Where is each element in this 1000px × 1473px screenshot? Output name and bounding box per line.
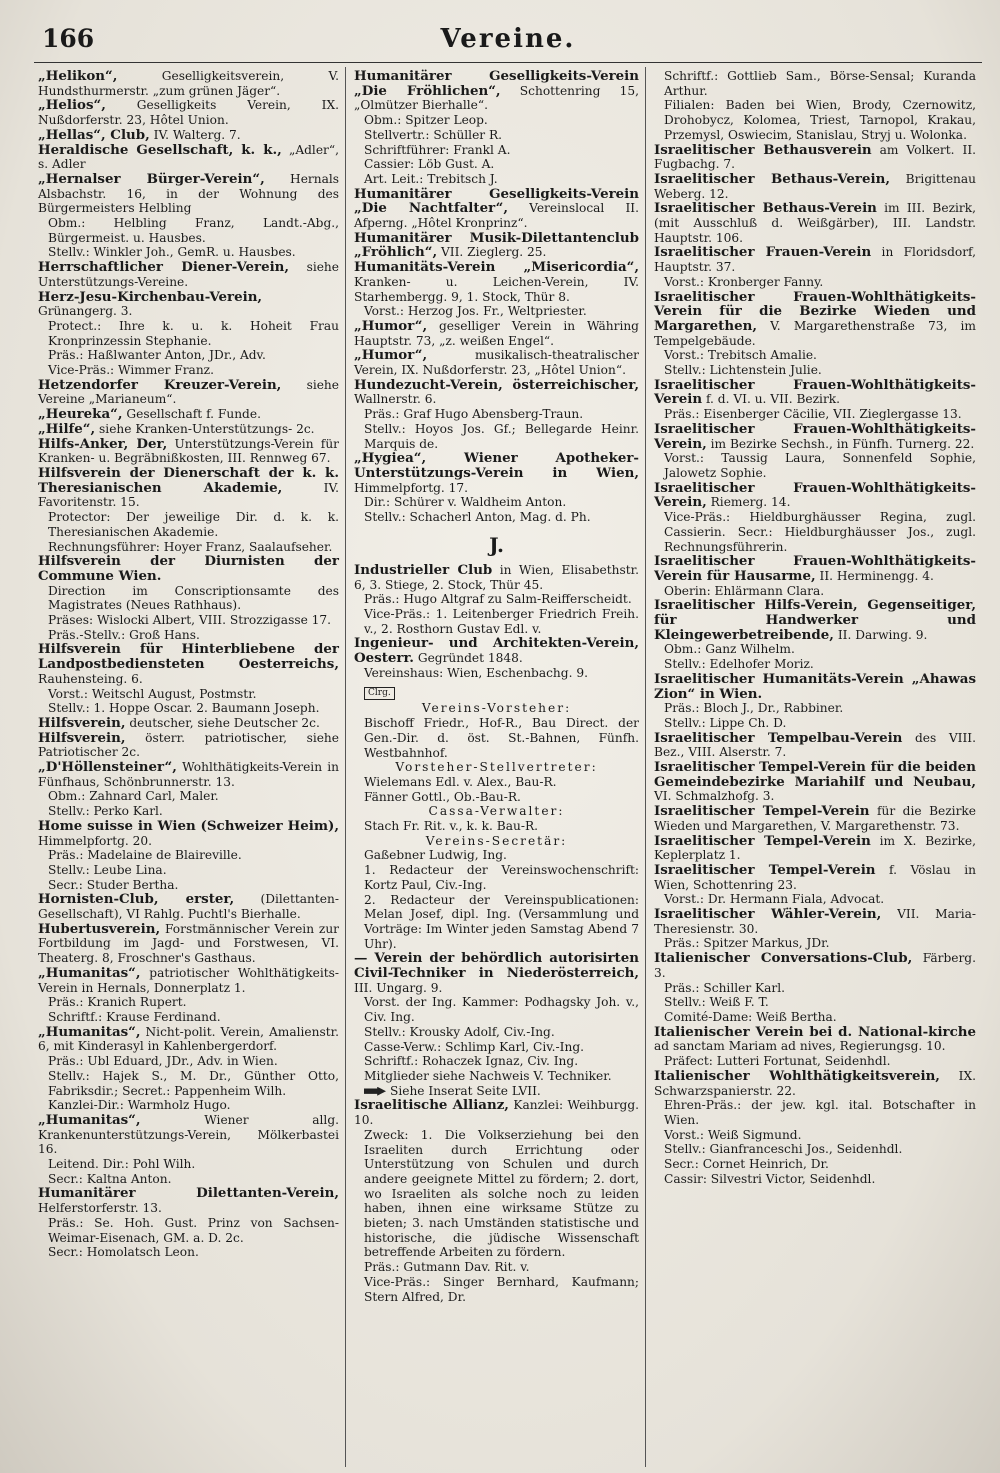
entry-heading: Hilfsverein, (38, 714, 126, 731)
directory-entry (354, 563, 639, 592)
entry-details: Gegründet 1848. (413, 651, 523, 666)
entry-details: Brigittenau Weberg. 12. (654, 171, 976, 201)
entry-heading: „Hilfe“, (38, 420, 96, 437)
entry-subline: Art. Leit.: Trebitsch J. (364, 171, 498, 186)
entry-subline: Secr.: Studer Bertha. (48, 877, 179, 892)
directory-entry (38, 128, 339, 143)
entry-subline: Schriftf.: Rohaczek Ignaz, Civ. Ing. (364, 1054, 579, 1069)
directory-entry (38, 378, 339, 407)
page-header (34, 22, 982, 63)
entry-subline: Vorst.: Trebitsch Amalie. (664, 348, 817, 363)
column-middle-i-entries (354, 563, 639, 1304)
column-left (34, 67, 346, 1467)
entry-heading: Industrieller Club (354, 561, 493, 578)
entry-details: Wiener allg. Krankenunterstützungs-Verein, Mölkerbastei 16. (38, 1112, 339, 1157)
entry-heading: „Heureka“, (38, 406, 123, 423)
entry-subline: Vorst.: Kronberger Fanny. (664, 274, 824, 289)
entry-heading: Ingenieur- und Architekten-Verein, Oesterr. (354, 635, 639, 667)
entry-subline: Präs.: Schiller Karl. (664, 980, 786, 995)
entry-heading: „Hernalser Bürger-Verein“, (38, 170, 265, 187)
entry-heading: Israelitischer Frauen-Wohlthätigkeits-Verein für die Bezirke Wieden und Margarethen, (654, 288, 976, 334)
directory-entry (38, 554, 339, 583)
entry-heading: Home suisse in Wien (Schweizer Heim), (38, 817, 339, 834)
entry-details: ad sanctam Mariam ad nives, Regierungsg. 10. (654, 1039, 946, 1054)
directory-entry (654, 201, 976, 245)
entry-details: Wohlthätigkeits-Verein in Fünfhaus, Schönbrunnerstr. 13. (38, 760, 339, 789)
entry-heading: Humanitärer Geselligkeits-Verein „Die Fröhlichen“, (354, 68, 639, 99)
entry-details: „Adler“, s. Adler (38, 142, 339, 172)
entry-subline: Secr.: Kaltna Anton. (48, 1171, 172, 1186)
entry-heading: Israelitischer Bethausverein (654, 141, 872, 158)
entry-details: im Bezirke Sechsh., in Fünfh. Turnerg. 22. (706, 436, 975, 451)
directory-entry (38, 260, 339, 289)
entry-subline: Präs.: Spitzer Markus, JDr. (664, 936, 830, 951)
entry-subline: Stellv.: Schacherl Anton, Mag. d. Ph. (364, 510, 591, 525)
entry-details: Vereinslocal II. Afperng. „Hôtel Kronprinz“. (354, 201, 639, 231)
entry-heading: „Humanitas“, (38, 1111, 141, 1128)
entry-subline: Schriftführer: Frankl A. (364, 142, 511, 157)
entry-heading: Heraldische Gesellschaft, k. k., (38, 141, 282, 158)
entry-subline: Stellv.: Leube Lina. (48, 862, 167, 877)
entry-heading: Israelitischer Wähler-Verein, (654, 906, 882, 923)
entry-details: in Floridsdorf, Hauptstr. 37. (654, 245, 976, 275)
directory-entry (654, 245, 976, 274)
entry-details: V. Margarethenstraße 73, im Tempelgebäude. (654, 318, 976, 348)
entry-details: in Wien, Elisabethstr. 6, 3. Stiege, 2. Stock, Thür 45. (354, 562, 639, 592)
page-number: 166 (42, 24, 95, 53)
column-right (646, 67, 982, 1467)
entry-subline: Präs.-Stellv.: Groß Hans. (48, 627, 200, 642)
directory-entry (354, 348, 639, 377)
entry-heading: Hubertusverein, (38, 920, 161, 937)
entry-subline: Vice-Präs.: Wimmer Franz. (48, 363, 214, 378)
entry-subline: Fänner Gottl., Ob.-Bau-R. (364, 789, 521, 804)
entry-subline: Präses: Wislocki Albert, VIII. Strozzigasse 17. (48, 613, 332, 628)
entry-subline: Dir.: Schürer v. Waldheim Anton. (364, 495, 567, 510)
entry-heading: Israelitischer Tempel-Verein (654, 832, 871, 849)
entry-details: Geselligkeitsverein, V. Hundsthurmerstr. „zum grünen Jäger“. (38, 69, 339, 98)
entry-subline: Vorst.: Dr. Hermann Fiala, Advocat. (664, 892, 885, 907)
entry-details: Kranken- u. Leichen-Verein, IV. Starhembergg. 9, 1. Stock, Thür 8. (354, 274, 639, 304)
entry-details: österr. patriotischer, siehe Patriotischer 2c. (38, 730, 339, 760)
entry-subline: Kanzlei-Dir.: Warmholz Hugo. (48, 1098, 231, 1113)
entry-details: III. Ungarg. 9. (354, 980, 443, 995)
entry-heading: Hundezucht-Verein, österreichischer, (354, 376, 639, 393)
entry-subline: Filialen: Baden bei Wien, Brody, Czernowitz, Drohobycz, Kolomea, Triest, Tarnopol, Krakau, Przemysl, Oswiecim, Stanislau, Stryj u. Wolonka. (664, 98, 976, 142)
entry-subline: Stellv.: Lichtenstein Julie. (664, 363, 822, 378)
entry-heading: Israelitischer Frauen-Wohlthätigkeits-Verein (654, 376, 976, 408)
section-letter: J. (489, 532, 504, 557)
entry-subline: Direction im Conscriptionsamte des Magistrates (Neues Rathhaus). (48, 583, 339, 613)
clrg-box: Clrg. (364, 687, 395, 700)
entry-subline: Vice-Präs.: Hieldburghäusser Regina, zugl. Cassierin. Secr.: Hieldburghäusser Jos., zugl. Rechnungsführerin. (664, 510, 976, 554)
directory-entry (38, 966, 339, 995)
entry-details: II. Darwing. 9. (833, 627, 928, 642)
entry-subline: Stellv.: Perko Karl. (48, 804, 163, 819)
directory-entry (38, 422, 339, 437)
directory-entry (654, 143, 976, 172)
directory-entry (354, 1098, 639, 1127)
entry-details: geselliger Verein in Währing Hauptstr. 73, „z. weißen Engel“. (354, 318, 639, 348)
directory-entry (354, 451, 639, 495)
directory-entry (654, 804, 976, 833)
directory-entry (654, 1025, 976, 1054)
entry-subline: Schriftf.: Krause Ferdinand. (48, 1010, 221, 1024)
entry-subline: Protect.: Ihre k. u. k. Hoheit Frau Kronprinzessin Stephanie. (48, 318, 339, 348)
pointing-hand-icon (364, 1087, 386, 1096)
directory-entry (38, 1025, 339, 1054)
entry-heading: Israelitischer Frauen-Wohlthätigkeits-Verein, (654, 479, 976, 511)
see-insert-note (364, 1084, 639, 1099)
entry-details: IV. Walterg. 7. (149, 127, 241, 142)
entry-heading: Hornisten-Club, erster, (38, 891, 235, 908)
entry-details: Gesellschaft f. Funde. (122, 407, 261, 422)
directory-entry (38, 143, 339, 172)
directory-entry (38, 466, 339, 510)
directory-entry (654, 760, 976, 804)
entry-details: im III. Bezirk, (mit Ausschluß d. Weißgärber), III. Landstr. Hauptstr. 106. (654, 201, 976, 245)
entry-heading: Israelitischer Frauen-Wohlthätigkeits-Verein für Hausarme, (654, 553, 976, 584)
directory-entry (38, 172, 339, 216)
entry-details: Nicht-polit. Verein, Amalienstr. 6, mit Kinderasyl in Kahlenbergerdorf. (38, 1024, 339, 1054)
see-insert-text: Siehe Inserat Seite LVII. (390, 1083, 541, 1098)
entry-subline: Vorst.: Herzog Jos. Fr., Weltpriester. (364, 304, 587, 319)
entry-details: deutscher, siehe Deutscher 2c. (125, 715, 320, 730)
entry-heading: Israelitischer Bethaus-Verein (654, 200, 877, 217)
entry-heading: Israelitischer Humanitäts-Verein „Ahawas Zion“ in Wien. (654, 670, 976, 702)
entry-details: am Volkert. II. Fugbachg. 7. (654, 142, 977, 172)
entry-subline: Stellv.: Winkler Joh., GemR. u. Hausbes. (48, 245, 296, 260)
entry-heading: „Hellas“, Club, (38, 126, 150, 143)
entry-details: Kanzlei: Weihburgg. 10. (354, 1098, 640, 1128)
directory-entry (354, 69, 639, 113)
entry-subline: Präs.: Ubl Eduard, JDr., Adv. in Wien. (48, 1054, 278, 1069)
entry-details: siehe Kranken-Unterstützungs- 2c. (95, 421, 315, 436)
running-title: Vereine. (440, 24, 576, 54)
entry-heading: „Helios“, (38, 97, 106, 114)
directory-entry (654, 378, 976, 407)
column-middle-h-entries (354, 69, 639, 525)
entry-subline: Vorst.: Taussig Laura, Sonnenfeld Sophie, Jalowetz Sophie. (664, 451, 976, 480)
entry-heading: Israelitischer Frauen-Wohlthätigkeits-Verein, (654, 420, 976, 452)
directory-entry (38, 922, 339, 966)
entry-details: VI. Schmalzhofg. 3. (654, 789, 775, 804)
entry-details: VII. Maria-Theresienstr. 30. (654, 907, 977, 936)
entry-details: Schottenring 15, „Olmützer Bierhalle“. (354, 83, 639, 113)
entry-heading: Italienischer Conversations-Club, (654, 950, 913, 967)
entry-details: Himmelpfortg. 20. (38, 833, 153, 848)
entry-heading: „Humor“, (354, 347, 428, 364)
entry-heading: Humanitärer Musik-Dilettantenclub „Fröhlich“, (354, 229, 639, 261)
entry-subline: Präs.: Graf Hugo Abensberg-Traun. (364, 407, 584, 422)
entry-subline: Zweck: 1. Die Volkserziehung bei den Israeliten durch Errichtung oder Unterstützung von Schulen und durch andere geeignete Mittel zu fördern; 2. dort, wo Israeliten als solche noch zu leiden haben, ihnen eine wirksame Stütze zu bieten; 3. nach Umständen statistische und historische, die jüdische Wissenschaft betreffende Arbeiten zu fördern. (364, 1127, 639, 1260)
entry-heading: Hilfsverein für Hinterbliebene der Landpostbediensteten Oesterreichs, (38, 641, 339, 673)
entry-details: Helferstorferstr. 13. (38, 1201, 162, 1216)
directory-entry (38, 716, 339, 731)
entry-subline: Vice-Präs.: 1. Leitenberger Friedrich Freih. v., 2. Rosthorn Gustav Edl. v. (364, 606, 639, 636)
entry-subline: Präs.: Hugo Altgraf zu Salm-Reifferscheidt. (364, 592, 632, 607)
entry-heading: Israelitischer Frauen-Verein (654, 244, 872, 261)
entry-subline: Präs.: Madelaine de Blaireville. (48, 848, 242, 863)
entry-heading: Israelitischer Hilfs-Verein, Gegenseitiger, für Handwerker und Kleingewerbetreibende, (654, 597, 976, 643)
directory-entry (654, 172, 976, 201)
directory-entry (38, 642, 339, 686)
directory-entry (654, 554, 976, 583)
entry-subline: Stach Fr. Rit. v., k. k. Bau-R. (364, 819, 539, 834)
directory-entry (38, 437, 339, 466)
role-label: Cassa-Verwalter: (428, 804, 565, 819)
entry-details: (Dilettanten-Gesellschaft), VI Rahlg. Puchtl's Bierhalle. (38, 892, 339, 922)
entry-heading: „Humor“, (354, 317, 428, 334)
entry-details: für die Bezirke Wieden und Margarethen, V. Margarethenstr. 73. (654, 804, 976, 833)
entry-heading: Hilfsverein der Dienerschaft der k. k. Theresianischen Akademie, (38, 464, 339, 496)
entry-subline: Cassier: Löb Gust. A. (364, 157, 495, 172)
entry-heading: Israelitische Allianz, (354, 1097, 509, 1114)
directory-entry (38, 1113, 339, 1157)
directory-entry (654, 481, 976, 510)
entry-heading: „Hygiea“, Wiener Apotheker-Unterstützungs-Verein in Wien, (354, 450, 639, 481)
directory-entry (354, 187, 639, 231)
entry-heading: Hetzendorfer Kreuzer-Verein, (38, 376, 282, 393)
entry-heading: Hilfsverein, (38, 729, 126, 746)
entry-subline: Gaßebner Ludwig, Ing. (364, 848, 507, 863)
entry-subline: Präs.: Se. Hoh. Gust. Prinz von Sachsen-Weimar-Eisenach, GM. a. D. 2c. (48, 1215, 339, 1245)
entry-heading: Israelitischer Bethaus-Verein, (654, 170, 890, 187)
directory-entry (38, 731, 339, 760)
entry-heading: „Helikon“, (38, 68, 118, 84)
directory-entry (38, 290, 339, 319)
entry-heading: Herrschaftlicher Diener-Verein, (38, 259, 290, 276)
entry-heading: Humanitärer Dilettanten-Verein, (38, 1185, 339, 1202)
entry-subline: Präs.: Haßlwanter Anton, JDr., Adv. (48, 348, 266, 363)
entry-heading: Hilfs-Anker, Der, (38, 435, 168, 452)
entry-details: Forstmännischer Verein zur Fortbildung im Jagd- und Forstwesen, VI. Theaterg. 8, Froschner's Gasthaus. (38, 921, 339, 966)
entry-subline: Stellv.: Hajek S., M. Dr., Günther Otto, Fabriksdir.; Secret.: Pappenheim Wilh. (48, 1068, 339, 1098)
directory-entry (38, 892, 339, 921)
entry-subline: Stellv.: Krousky Adolf, Civ.-Ing. (364, 1024, 555, 1039)
entry-details: IV. Favoritenstr. 15. (38, 480, 339, 510)
directory-entry (654, 731, 976, 760)
entry-subline: Comité-Dame: Weiß Bertha. (664, 1010, 837, 1024)
directory-entry (654, 672, 976, 701)
directory-entry (354, 951, 639, 995)
entry-heading: Italienischer Verein bei d. National-kirche (654, 1023, 976, 1040)
entry-heading: Herz-Jesu-Kirchenbau-Verein, (38, 288, 263, 305)
entry-heading: Humanitäts-Verein „Misericordia“, (354, 259, 639, 276)
entry-heading: Israelitischer Tempel-Verein (654, 861, 876, 878)
entry-subline: Stellv.: Lippe Ch. D. (664, 715, 787, 730)
entry-details: im X. Bezirke, Keplerplatz 1. (654, 833, 976, 863)
entry-details: Grünangerg. 3. (38, 304, 133, 319)
entry-subline: Protector: Der jeweilige Dir. d. k. k. Theresianischen Akademie. (48, 510, 339, 539)
entry-subline: Vice-Präs.: Singer Bernhard, Kaufmann; Stern Alfred, Dr. (364, 1274, 639, 1304)
entry-subline: Obm.: Zahnard Carl, Maler. (48, 789, 219, 804)
directory-entry (654, 598, 976, 642)
directory-entry (654, 290, 976, 349)
entry-subline: Cassir: Silvestri Victor, Seidenhdl. (664, 1171, 876, 1186)
directory-entry (354, 319, 639, 348)
entry-details: siehe Vereine „Marianeum“. (38, 377, 339, 407)
entry-details: des VIII. Bez., VIII. Alserstr. 7. (654, 730, 976, 760)
entry-details: Wallnerstr. 6. (354, 392, 437, 407)
entry-subline: Secr.: Homolatsch Leon. (48, 1245, 199, 1260)
entry-subline: Secr.: Cornet Heinrich, Dr. (664, 1157, 829, 1172)
entry-subline: Stellv.: Weiß F. T. (664, 995, 769, 1010)
directory-entry (38, 760, 339, 789)
entry-subline: Stellv.: 1. Hoppe Oscar. 2. Baumann Joseph. (48, 701, 320, 716)
entry-subline: Casse-Verw.: Schlimp Karl, Civ.-Ing. (364, 1039, 584, 1054)
role-label: Vorsteher-Stellvertreter: (395, 760, 598, 775)
entry-subline: Stellv.: Edelhofer Moriz. (664, 657, 814, 672)
entry-details: II. Herminengg. 4. (815, 568, 934, 583)
entry-heading: Israelitischer Tempelbau-Verein (654, 729, 903, 746)
entry-heading: Israelitischer Tempel-Verein (654, 803, 870, 820)
directory-entry (654, 951, 976, 980)
entry-subline: Präs.: Kranich Rupert. (48, 995, 187, 1010)
role-label: Vereins-Secretär: (425, 833, 568, 848)
entry-heading: Israelitischer Tempel-Verein für die beiden Gemeindebezirke Mariahilf und Neubau, (654, 759, 977, 790)
directory-entry (354, 260, 639, 304)
directory-entry (354, 636, 639, 665)
entry-subline: Obm.: Spitzer Leop. (364, 113, 488, 128)
entry-subline: Schriftf.: Gottlieb Sam., Börse-Sensal; Kuranda Arthur. (664, 69, 976, 98)
entry-subline: Präs.: Bloch J., Dr., Rabbiner. (664, 701, 844, 716)
entry-details: Himmelpfortg. 17. (354, 480, 469, 495)
entry-heading: „Humanitas“, (38, 1023, 141, 1040)
directory-entry (38, 69, 339, 98)
entry-subline: Obm.: Ganz Wilhelm. (664, 642, 795, 657)
entry-subline: Vorst. der Ing. Kammer: Podhagsky Joh. v., Civ. Ing. (364, 995, 639, 1025)
entry-subline: Präs.: Eisenberger Cäcilie, VII. Zieglergasse 13. (664, 407, 962, 422)
directory-entry (38, 407, 339, 422)
entry-subline: Stellv.: Hoyos Jos. Gf.; Bellegarde Heinr. Marquis de. (364, 421, 639, 451)
entry-subline: Vorst.: Weiß Sigmund. (664, 1127, 802, 1142)
directory-entry (354, 378, 639, 407)
entry-heading: Humanitärer Geselligkeits-Verein „Die Nachtfalter“, (354, 185, 639, 217)
entry-subline: Ehren-Präs.: der jew. kgl. ital. Botschafter in Wien. (664, 1098, 976, 1127)
entry-subline: Mitglieder siehe Nachweis V. Techniker. (364, 1069, 612, 1083)
entry-heading: „Humanitas“, (38, 964, 141, 981)
directory-entry (654, 834, 976, 863)
entry-subline: Leitend. Dir.: Pohl Wilh. (48, 1157, 196, 1172)
entry-subline: Vorst.: Weitschl August, Postmstr. (48, 686, 257, 701)
entry-details: Rauhensteing. 6. (38, 671, 143, 686)
entry-subline: Vereinshaus: Wien, Eschenbachg. 9. (364, 665, 588, 680)
entry-subline: Präfect: Lutteri Fortunat, Seidenhdl. (664, 1054, 891, 1069)
entry-heading: Hilfsverein der Diurnisten der Commune Wien. (38, 553, 339, 584)
role-label: Vereins-Vorsteher: (421, 701, 572, 716)
directory-entry (38, 98, 339, 127)
directory-entry (654, 907, 976, 936)
directory-entry (38, 1186, 339, 1215)
entry-subline: 1. Redacteur der Vereinswochenschrift: Kortz Paul, Civ.-Ing. (364, 863, 639, 892)
entry-details: IX. Schwarzspanierstr. 22. (654, 1068, 976, 1098)
columns (34, 67, 982, 1467)
entry-details: Riemerg. 14. (706, 495, 791, 510)
entry-heading: — Verein der behördlich autorisirten Civil-Techniker in Niederösterreich, (354, 950, 639, 982)
entry-details: patriotischer Wohlthätigkeits-Verein in Hernals, Donnerplatz 1. (38, 965, 339, 995)
entry-details: Hernals Alsbachstr. 16, in der Wohnung des Bürgermeisters Helbling (38, 171, 339, 216)
entry-details: f. d. VI. u. VII. Bezirk. (702, 392, 841, 407)
directory-entry (38, 819, 339, 848)
entry-subline: 2. Redacteur der Vereinspublicationen: Melan Josef, dipl. Ing. (Versammlung und Vorträge: Im Winter jeden Samstag Abend 7 Uhr). (364, 892, 639, 951)
entry-subline: Wielemans Edl. v. Alex., Bau-R. (364, 774, 557, 789)
entry-heading: Italienischer Wohlthätigkeitsverein, (654, 1067, 940, 1084)
entry-details: Färberg. 3. (654, 951, 976, 980)
entry-details: Geselligkeits Verein, IX. Nußdorferstr. 23, Hôtel Union. (38, 98, 339, 128)
entry-subline: Stellvertr.: Schüller R. (364, 127, 503, 142)
entry-details: musikalisch-theatralischer Verein, IX. Nußdorferstr. 23, „Hôtel Union“. (354, 348, 639, 378)
entry-subline: Stellv.: Gianfranceschi Jos., Seidenhdl. (664, 1142, 903, 1157)
entry-subline: Obm.: Helbling Franz, Landt.-Abg., Bürgermeist. u. Hausbes. (48, 216, 339, 245)
directory-entry (354, 231, 639, 260)
directory-entry (654, 863, 976, 892)
entry-details: siehe Unterstützungs-Vereine. (38, 260, 339, 289)
column-middle (346, 67, 646, 1467)
directory-entry (654, 422, 976, 451)
entry-subline: Rechnungsführer: Hoyer Franz, Saalaufseher. (48, 539, 333, 554)
entry-subline: Bischoff Friedr., Hof-R., Bau Direct. der Gen.-Dir. d. öst. St.-Bahnen, Fünfh. Westbahnhof. (364, 716, 639, 760)
directory-entry (654, 1069, 976, 1098)
entry-subline: Präs.: Gutmann Dav. Rit. v. (364, 1260, 530, 1275)
entry-subline: Oberin: Ehlärmann Clara. (664, 583, 825, 598)
entry-details: VII. Zieglerg. 25. (437, 245, 547, 260)
entry-details: Unterstützungs-Verein für Kranken- u. Begräbnißkosten, III. Rennweg 67. (38, 436, 339, 466)
entry-heading: „D'Höllensteiner“, (38, 759, 177, 776)
entry-details: f. Vöslau in Wien, Schottenring 23. (654, 862, 976, 892)
